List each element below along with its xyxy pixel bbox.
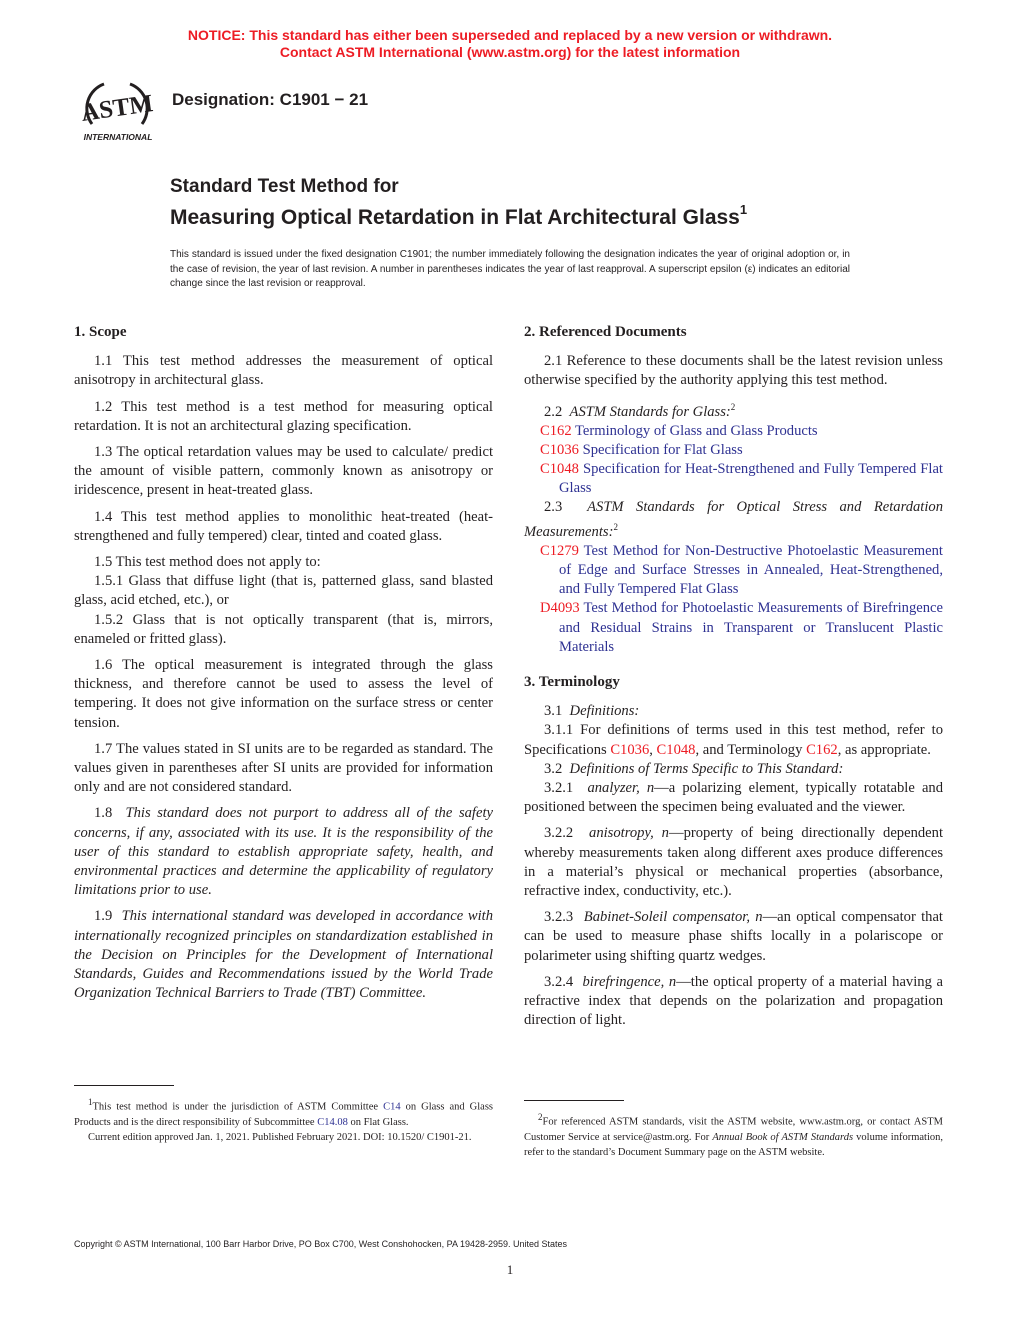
footnote-2-italic: Annual Book of ASTM Standards bbox=[712, 1131, 854, 1143]
para-1-6: 1.6 The optical measurement is integrated through the glass thickness, and therefore cannot be used to assess the level of tempering. It does not give information on the surface stress or center tension. bbox=[74, 657, 493, 731]
title-footnote-mark: 1 bbox=[739, 202, 748, 217]
def-text: —an optical compensator that can be used to measure phase shifts locally in a polariscope or polarimeter using shifting quartz wedges. bbox=[524, 909, 943, 964]
logo-mark: ASTM bbox=[79, 90, 155, 127]
link-c162[interactable]: C162 bbox=[806, 741, 838, 758]
def-term: Babinet-Soleil compensator, n bbox=[583, 909, 763, 926]
terminology-heading: 3. Terminology bbox=[524, 673, 620, 690]
title-text: Measuring Optical Retardation in Flat Architectural Glass bbox=[170, 206, 740, 229]
def-term: analyzer, n bbox=[587, 779, 655, 796]
para-1-2: 1.2 This test method is a test method for measuring optical retardation. It is not an architectural glazing specification. bbox=[74, 398, 493, 434]
para-3-1 bbox=[524, 702, 943, 721]
para-2-3-sup: 2 bbox=[613, 521, 618, 532]
link-c1036[interactable]: C1036 bbox=[610, 741, 650, 758]
footnote-1-text bbox=[74, 1095, 493, 1130]
para-3-1-1-text-c: , and Terminology bbox=[695, 741, 807, 758]
def-3-2-2 bbox=[524, 824, 943, 901]
left-column bbox=[74, 323, 493, 1011]
footnote-1-mark: 1 bbox=[88, 1097, 93, 1107]
ref-c162[interactable] bbox=[524, 422, 943, 441]
footnote-2-text-a: For referenced ASTM standards, visit the ASTM website, www.astm.org, or contact ASTM Customer Service at service@astm.org. For bbox=[524, 1116, 943, 1143]
ref-title[interactable]: Terminology of Glass and Glass Products bbox=[575, 422, 818, 439]
copyright-line: Copyright © ASTM International, 100 Barr Harbor Drive, PO Box C700, West Conshohocken, PA 19428-2959. United States bbox=[74, 1239, 568, 1249]
def-text: —property of being directionally dependent whereby measurements taken along different axes produce differences in a material’s physical or mechanical properties (absorbance, refractive index, conductivity, etc.). bbox=[524, 825, 943, 899]
para-2-2 bbox=[524, 398, 943, 422]
para-2-2-num: 2.2 bbox=[544, 403, 563, 420]
astm-logo bbox=[74, 72, 160, 144]
link-c1048[interactable]: C1048 bbox=[656, 741, 696, 758]
footnote-1-text-a: This test method is under the jurisdiction of ASTM Committee bbox=[92, 1101, 384, 1113]
def-term: anisotropy, n bbox=[589, 825, 669, 842]
para-1-7: 1.7 The values stated in SI units are to be regarded as standard. The values given in parentheses after SI units are provided for information only and are not considered standard. bbox=[74, 740, 493, 796]
logo-subtext: INTERNATIONAL bbox=[83, 132, 153, 142]
def-num: 3.2.2 bbox=[544, 825, 574, 842]
footnote-rule-left bbox=[74, 1085, 174, 1086]
footnote-1 bbox=[74, 1095, 493, 1145]
footnote-rule-right bbox=[524, 1100, 624, 1101]
designation: Designation: C1901 − 21 bbox=[172, 90, 369, 109]
para-1-4: 1.4 This test method applies to monolithic heat-treated (heat-strengthened and fully tempered) clear, tinted and coated glass. bbox=[74, 508, 493, 544]
notice-line-1: NOTICE: This standard has either been superseded and replaced by a new version or withdrawn. bbox=[187, 27, 833, 43]
ref-title[interactable]: Test Method for Non-Destructive Photoelastic Measurement of Edge and Surface Stresses in Annealed, Heat-Strengthened, and Fully Tempered Flat Glass bbox=[559, 542, 943, 598]
ref-c1036[interactable] bbox=[524, 441, 943, 460]
ref-title[interactable]: Specification for Heat-Strengthened and Fully Tempered Flat Glass bbox=[559, 461, 943, 497]
title-line-2 bbox=[170, 199, 747, 231]
def-num: 3.2.4 bbox=[544, 973, 574, 990]
ref-code[interactable]: C162 bbox=[540, 422, 572, 439]
para-2-3 bbox=[524, 498, 943, 541]
para-1-9-text: This international standard was developed in accordance with internationally recognized principles on standardization established in the Decision on Principles for the Development of International Standards, Guides and Recommendations issued by the World Trade Organization Technical Barriers to Trade (TBT) Committee. bbox=[74, 908, 494, 1002]
footnote-2-mark: 2 bbox=[538, 1112, 543, 1122]
para-1-5-1: 1.5.1 Glass that diffuse light (that is, patterned glass, sand blasted glass, acid etched, etc.), or bbox=[74, 573, 493, 609]
ref-code[interactable]: C1036 bbox=[540, 441, 579, 458]
footnote-2 bbox=[524, 1110, 943, 1160]
supersede-notice bbox=[0, 27, 1020, 61]
document-title bbox=[170, 175, 747, 231]
ref-code[interactable]: C1279 bbox=[540, 542, 579, 559]
issued-note: This standard is issued under the fixed designation C1901; the number immediately following the designation indicates the year of original adoption or, in the case of revision, the year of last revision. A number in parentheses indicates the year of last reapproval. A superscript epsilon (ε) indicates an editorial change since the last revision or reapproval. bbox=[170, 249, 850, 290]
def-num: 3.2.1 bbox=[544, 779, 574, 796]
para-1-8-text: This standard does not purport to address all of the safety concerns, if any, associated with its use. It is the responsibility of the user of this standard to establish appropriate safety, health, and environmental practices and determine the applicability of regulatory limitations prior to use. bbox=[74, 805, 493, 899]
para-1-1: 1.1 This test method addresses the measurement of optical anisotropy in architectural glass. bbox=[74, 353, 493, 389]
para-2-2-text: ASTM Standards for Glass: bbox=[569, 403, 731, 420]
def-3-2-4 bbox=[524, 973, 943, 1031]
ref-code[interactable]: C1048 bbox=[540, 461, 579, 478]
para-2-2-sup: 2 bbox=[730, 401, 736, 412]
para-2-3-num: 2.3 bbox=[544, 499, 563, 516]
para-1-8 bbox=[74, 804, 493, 900]
para-1-5-2: 1.5.2 Glass that is not optically transparent (that is, mirrors, enameled or fritted glass). bbox=[74, 611, 493, 647]
link-c14[interactable]: C14 bbox=[383, 1101, 401, 1113]
page-number: 1 bbox=[506, 1262, 514, 1277]
footnote-2-text bbox=[524, 1110, 943, 1160]
para-3-1-1-text-d: , as appropriate. bbox=[837, 741, 931, 758]
footnote-1-text-b: on Glass and Glass Products and is the direct responsibility of Subcommittee bbox=[74, 1101, 494, 1128]
scope-heading: 1. Scope bbox=[74, 324, 127, 340]
def-3-2-1 bbox=[524, 779, 943, 817]
referenced-heading: 2. Referenced Documents bbox=[524, 324, 687, 340]
para-1-3: 1.3 The optical retardation values may be used to calculate/ predict the amount of visible pattern, commonly known as anisotropy or iridescence, present in heat-treated glass. bbox=[74, 444, 493, 499]
link-c14-08[interactable]: C14.08 bbox=[317, 1116, 348, 1128]
footnote-2-text-b: volume information, refer to the standard’s Document Summary page on the ASTM website. bbox=[524, 1131, 943, 1158]
ref-code[interactable]: D4093 bbox=[540, 600, 580, 617]
para-1-9 bbox=[74, 907, 493, 1003]
right-column bbox=[524, 323, 943, 1037]
footnote-1-edition: Current edition approved Jan. 1, 2021. Published February 2021. DOI: 10.1520/ C1901-21. bbox=[88, 1131, 472, 1143]
para-3-1-num: 3.1 bbox=[544, 703, 563, 720]
para-1-8-num: 1.8 bbox=[94, 805, 113, 822]
def-3-2-3 bbox=[524, 908, 943, 966]
para-3-1-text: Definitions: bbox=[569, 703, 640, 720]
para-3-2 bbox=[524, 760, 943, 779]
para-3-1-1 bbox=[524, 721, 943, 759]
para-3-2-text: Definitions of Terms Specific to This Standard: bbox=[569, 760, 844, 777]
ref-d4093[interactable] bbox=[524, 599, 943, 657]
ref-c1048[interactable] bbox=[524, 460, 943, 498]
para-1-5: 1.5 This test method does not apply to: bbox=[94, 554, 321, 571]
def-text: —the optical property of a material having a refractive index that depends on the polarization and propagation direction of light. bbox=[524, 973, 943, 1029]
para-3-1-1-text-a: 3.1.1 For definitions of terms used in this test method, refer to Specifications bbox=[524, 722, 943, 758]
para-3-1-1-text-b: , bbox=[649, 741, 657, 758]
ref-title[interactable]: Specification for Flat Glass bbox=[582, 441, 743, 458]
para-3-2-num: 3.2 bbox=[544, 760, 563, 777]
para-2-1: 2.1 Reference to these documents shall be the latest revision unless otherwise specified by the authority applying this test method. bbox=[524, 353, 943, 389]
title-line-1: Standard Test Method for bbox=[170, 176, 399, 197]
ref-c1279[interactable] bbox=[524, 542, 943, 600]
ref-title[interactable]: Test Method for Photoelastic Measurements of Birefringence and Residual Strains in Transparent or Translucent Plastic Materials bbox=[559, 600, 943, 655]
footnote-1-text-c: on Flat Glass. bbox=[347, 1116, 409, 1128]
def-num: 3.2.3 bbox=[544, 909, 574, 926]
notice-line-2: Contact ASTM International (www.astm.org) for the latest information bbox=[279, 44, 741, 60]
para-2-3-text: ASTM Standards for Optical Stress and Retardation Measurements: bbox=[524, 499, 943, 540]
def-text: —a polarizing element, typically rotatable and positioned between the specimen being evaluated and the viewer. bbox=[524, 779, 944, 816]
para-1-9-num: 1.9 bbox=[94, 908, 113, 925]
def-term: birefringence, n bbox=[582, 973, 677, 990]
